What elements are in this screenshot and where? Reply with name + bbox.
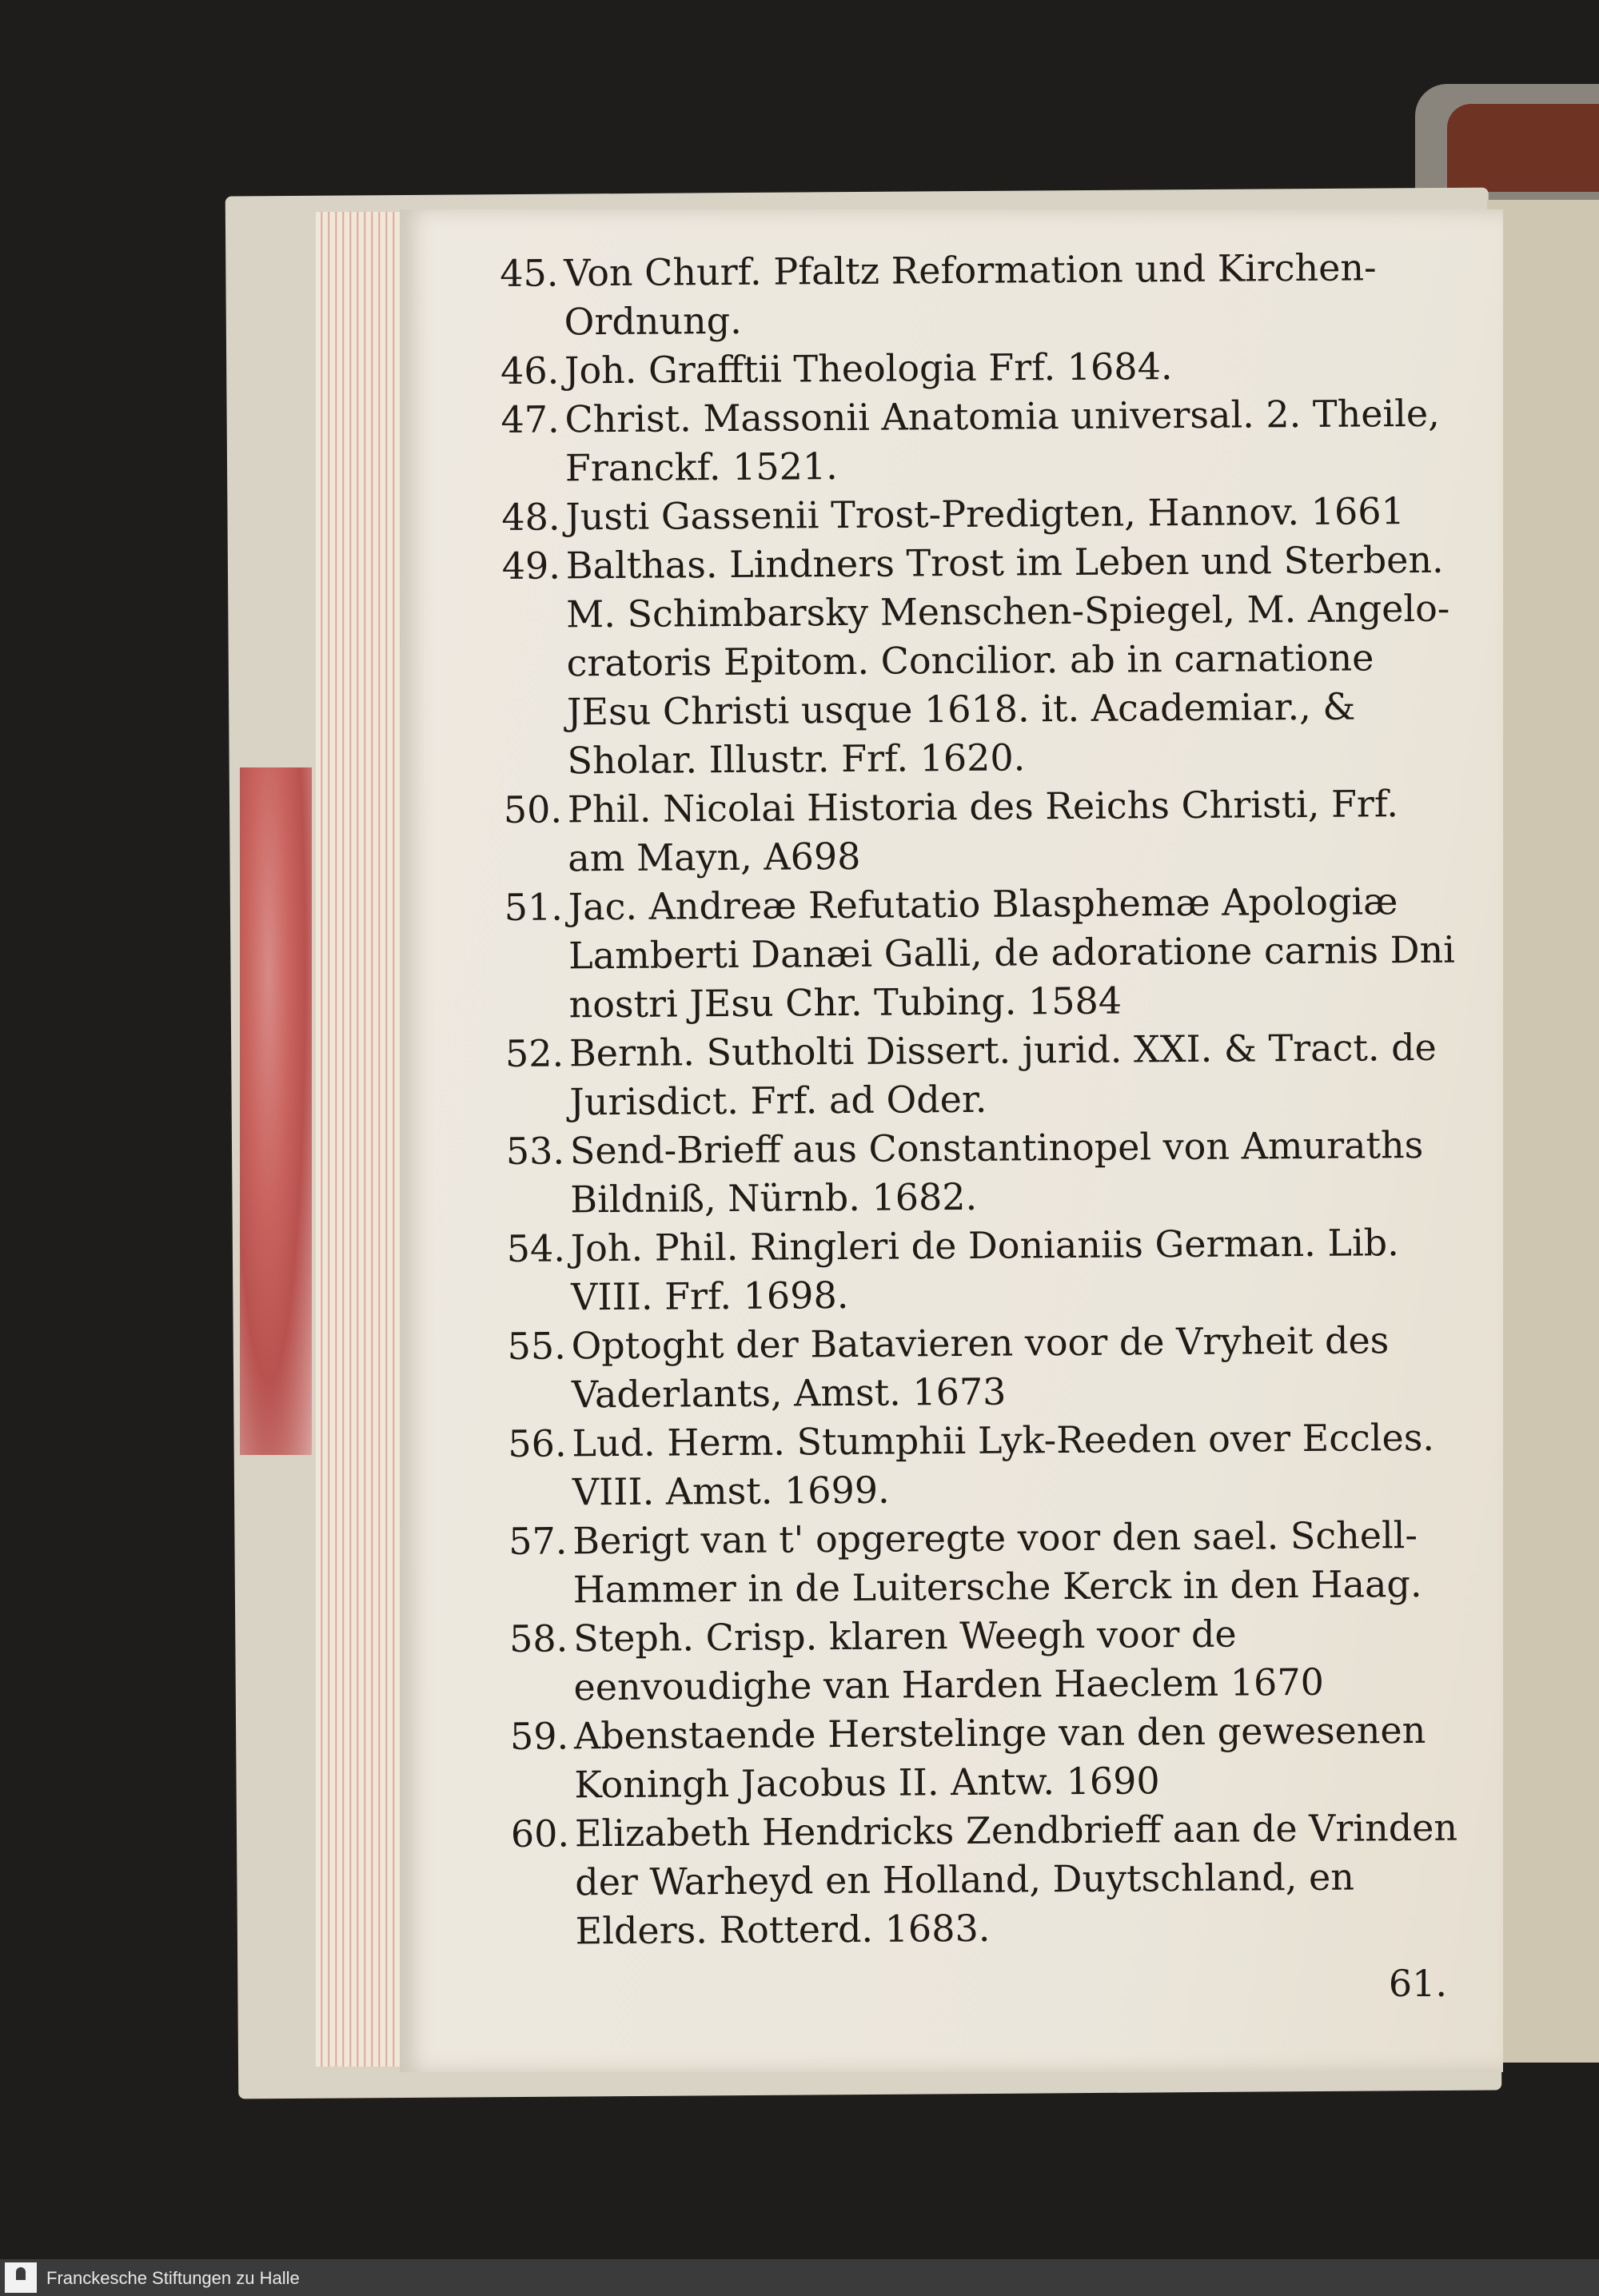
entry-number: 53. — [505, 1129, 565, 1173]
list-item — [511, 1804, 1467, 1956]
footer-label: Franckesche Stiftungen zu Halle — [46, 2268, 300, 2288]
page-edges — [316, 212, 412, 2067]
book-page — [400, 209, 1503, 2072]
entry-number: 56. — [508, 1421, 567, 1465]
entry-text: Joh. Phil. Ringleri de Donianiis German. Lib. VIII. Frf. 1698. — [570, 1221, 1399, 1319]
entry-text: Jac. Andreæ Refutatio Blasphemæ Apologiæ Lamberti Danæi Galli, de adoratione carnis Dni nostri JEsu Chr. Tubing. 1584 — [568, 879, 1456, 1026]
page-number: 61. — [1388, 1962, 1447, 2005]
entry-text: Phil. Nicolai Historia des Reichs Christi, Frf. am Mayn, A698 — [567, 782, 1399, 880]
list-item — [504, 779, 1460, 883]
entry-text: Bernh. Sutholti Dissert. jurid. XXI. & Tract. de Jurisdict. Frf. ad Oder. — [568, 1025, 1437, 1124]
entry-text: Joh. Grafftii Theologia Frf. 1684. — [564, 345, 1173, 393]
entry-number: 47. — [500, 397, 560, 441]
list-item — [507, 1218, 1463, 1322]
institution-logo-icon — [5, 2262, 37, 2293]
list-item — [502, 536, 1459, 786]
entry-number: 59. — [509, 1714, 569, 1758]
entry-text: Elizabeth Hendricks Zendbrieff aan de Vrinden der Warheyd en Holland, Duytschland, en Elders. Rotterd. 1683. — [574, 1805, 1458, 1953]
marbled-endpaper — [240, 767, 312, 1455]
entry-number: 55. — [507, 1324, 566, 1368]
list-item — [500, 243, 1456, 347]
entry-text: Justi Gassenii Trost-Predigten, Hannov. 1661 — [565, 489, 1405, 539]
list-item — [504, 877, 1461, 1030]
entry-text: Balthas. Lindners Trost im Leben und Sterben. M. Schimbarsky Menschen-Spiegel, M. Angelo-cratoris Epitom. Concilior. ab in carnatione JEsu Christi usque 1618. it. Academiar., & Sholar. Illustr. Frf. 1620. — [565, 537, 1450, 783]
list-item — [505, 1023, 1461, 1127]
entry-number: 54. — [506, 1226, 566, 1270]
entry-number: 46. — [500, 349, 560, 393]
book-spine-leather — [1447, 104, 1599, 192]
list-item — [510, 1706, 1466, 1810]
entry-number: 51. — [504, 885, 564, 929]
entry-list — [500, 243, 1467, 1956]
list-item — [500, 389, 1457, 493]
viewer-footer — [0, 2259, 1599, 2296]
entry-text: Steph. Crisp. klaren Weegh voor de eenvoudighe van Harden Haeclem 1670 — [572, 1612, 1325, 1709]
list-item — [500, 341, 1456, 396]
entry-number: 58. — [508, 1616, 568, 1660]
entry-text: Von Churf. Pfaltz Reformation und Kirchen-Ordnung. — [564, 245, 1377, 344]
entry-number: 49. — [501, 544, 561, 588]
entry-number: 50. — [503, 787, 563, 831]
entry-text: Christ. Massonii Anatomia universal. 2. Theile, Franckf. 1521. — [564, 391, 1440, 490]
entry-text: Abenstaende Herstelinge van den gewesenen Koningh Jacobus II. Antw. 1690 — [573, 1708, 1426, 1807]
list-item — [501, 487, 1457, 542]
entry-number: 45. — [500, 251, 559, 295]
entry-text: Send-Brieff aus Constantinopel von Amuraths Bildniß, Nürnb. 1682. — [569, 1122, 1424, 1222]
list-item — [507, 1316, 1463, 1420]
facing-page-edge — [1487, 200, 1599, 2063]
entry-number: 52. — [504, 1031, 564, 1075]
list-item — [508, 1511, 1465, 1615]
entry-text: Berigt van t' opgeregte voor den sael. Schell-Hammer in de Luitersche Kerck in den Haag. — [572, 1513, 1422, 1612]
list-item — [508, 1413, 1464, 1517]
entry-number: 60. — [510, 1812, 570, 1856]
entry-text: Optoght der Batavieren voor de Vryheit des Vaderlants, Amst. 1673 — [571, 1318, 1390, 1417]
list-item — [509, 1608, 1465, 1712]
entry-number: 48. — [501, 495, 560, 539]
entry-text: Lud. Herm. Stumphii Lyk-Reeden over Eccles. VIII. Amst. 1699. — [572, 1415, 1435, 1514]
entry-number: 57. — [508, 1519, 568, 1563]
list-item — [506, 1121, 1462, 1225]
